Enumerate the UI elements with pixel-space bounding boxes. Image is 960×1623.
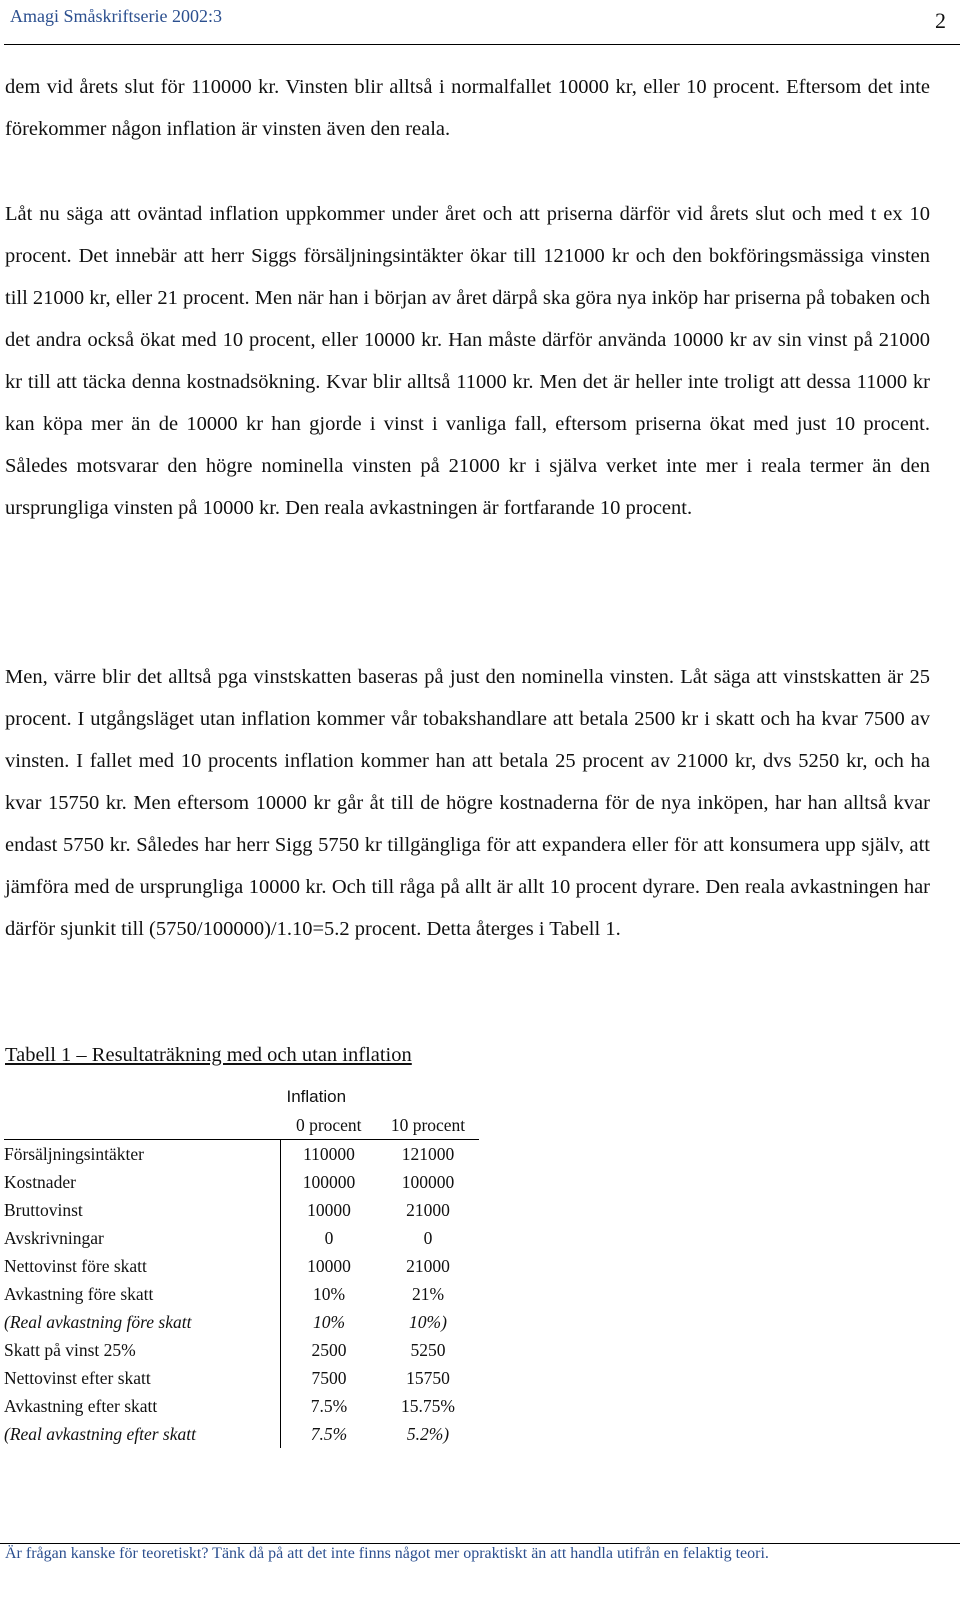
column-header-10-procent: 10 procent <box>377 1111 479 1140</box>
paragraph-3: Men, värre blir det alltså pga vinstskatten baseras på just den nominella vinsten. Låt säga att vinstskatten är 25 procent. I utgångsläget utan inflation kommer vår tobakshandlare att betala 2500 kr i skatt och ha kvar 7500 av vinsten. I fallet med 10 procents inflation kommer han att betala 25 procent av 21000 kr, dvs 5250 kr, och ha kvar 15750 kr. Men eftersom 10000 kr går åt till de högre kostnaderna för de nya inköpen, har han alltså kvar endast 5750 kr. Således har herr Sigg 5750 kr tillgängliga för att expandera eller för att konsumera upp själv, att jämföra med de ursprungliga 10000 kr. Och till råga på allt är allt 10 procent dyrare. Den reala avkastningen har därför sjunkit till (5750/100000)/1.10=5.2 procent. Detta återges i Tabell 1. <box>5 666 930 940</box>
row-value: 121000 <box>377 1140 479 1169</box>
row-label: (Real avkastning efter skatt <box>4 1424 196 1444</box>
paragraph-2: Låt nu säga att oväntad inflation uppkommer under året och att priserna därför vid årets slut och med t ex 10 procent. Det innebär att herr Siggs försäljningsintäkter ökar till 121000 kr och den bokföringsmässiga vinsten till 21000 kr, eller 21 procent. Men när han i början av året därpå ska göra nya inköp har priserna på tobaken och det andra också ökat med 10 procent, eller 10000 kr. Han måste därför använda 10000 kr av sin vinst på 21000 kr till att täcka denna kostnadsökning. Kvar blir alltså 11000 kr. Men det är heller inte troligt att dessa 11000 kr kan köpa mer än de 10000 kr han gjorde i vinst i vanliga fall, eftersom priserna ökat med just 10 procent. Således motsvarar den högre nominella vinsten på 21000 kr i själva verket inte mer i reala termer än den ursprungliga vinsten på 10000 kr. Den reala avkastningen är fortfarande 10 procent. <box>5 203 930 519</box>
page-footer: Är frågan kanske för teoretiskt? Tänk då på att det inte finns något mer opraktiskt än att handla utifrån en felaktig teori. <box>5 1545 769 1562</box>
table-column-header-row <box>4 1111 479 1140</box>
table-row <box>4 1196 479 1224</box>
row-value: 15750 <box>406 1368 450 1388</box>
row-value: 10%) <box>409 1312 447 1332</box>
header-rule <box>4 44 960 45</box>
series-title: Amagi Småskriftserie 2002:3 <box>10 6 222 26</box>
row-value: 10000 <box>281 1196 378 1224</box>
income-statement-table <box>4 1083 479 1448</box>
table-row <box>4 1336 479 1364</box>
row-value: 21000 <box>406 1256 450 1276</box>
table-group-header-row <box>4 1083 479 1111</box>
table-row <box>4 1252 479 1280</box>
row-value: 0 <box>423 1228 433 1248</box>
row-label: Kostnader <box>4 1172 76 1192</box>
row-value: 10% <box>281 1280 378 1308</box>
row-value: 5250 <box>410 1340 446 1360</box>
row-value: 110000 <box>281 1140 378 1169</box>
row-label: Skatt på vinst 25% <box>4 1340 136 1360</box>
page-number: 2 <box>935 8 946 33</box>
row-value: 15.75% <box>401 1396 455 1416</box>
table-row <box>4 1224 479 1252</box>
table-row <box>4 1168 479 1196</box>
row-value: 5.2%) <box>406 1424 450 1444</box>
row-label: Nettovinst före skatt <box>4 1256 147 1276</box>
row-label: Avskrivningar <box>4 1228 104 1248</box>
row-value: 7500 <box>281 1364 378 1392</box>
table-caption: Tabell 1 – Resultaträkning med och utan inflation <box>5 1044 412 1066</box>
page-header <box>10 4 946 38</box>
inflation-group-header: Inflation <box>286 1087 347 1106</box>
row-value: 21000 <box>406 1200 450 1220</box>
table-row <box>4 1364 479 1392</box>
row-value: 2500 <box>281 1336 378 1364</box>
row-label: Försäljningsintäkter <box>4 1140 281 1169</box>
table-row <box>4 1420 479 1448</box>
row-label: Bruttovinst <box>4 1200 83 1220</box>
row-value: 0 <box>281 1224 378 1252</box>
row-value: 10000 <box>281 1252 378 1280</box>
table-row <box>4 1308 479 1336</box>
row-value: 7.5% <box>281 1420 378 1448</box>
footer-rule <box>0 1543 960 1544</box>
row-label: Avkastning före skatt <box>4 1284 154 1304</box>
table-row <box>4 1140 479 1169</box>
row-label: Avkastning efter skatt <box>4 1396 158 1416</box>
row-value: 10% <box>281 1308 378 1336</box>
paragraph-1: dem vid årets slut för 110000 kr. Vinsten blir alltså i normalfallet 10000 kr, eller 10 procent. Eftersom det inte förekommer någon inflation är vinsten även den reala. <box>5 76 930 140</box>
row-value: 21% <box>411 1284 445 1304</box>
column-header-0-procent: 0 procent <box>281 1111 378 1140</box>
row-label: (Real avkastning före skatt <box>4 1312 192 1332</box>
row-value: 100000 <box>281 1168 378 1196</box>
table-row <box>4 1280 479 1308</box>
table-row <box>4 1392 479 1420</box>
row-value: 7.5% <box>281 1392 378 1420</box>
row-value: 100000 <box>401 1172 455 1192</box>
row-label: Nettovinst efter skatt <box>4 1368 151 1388</box>
